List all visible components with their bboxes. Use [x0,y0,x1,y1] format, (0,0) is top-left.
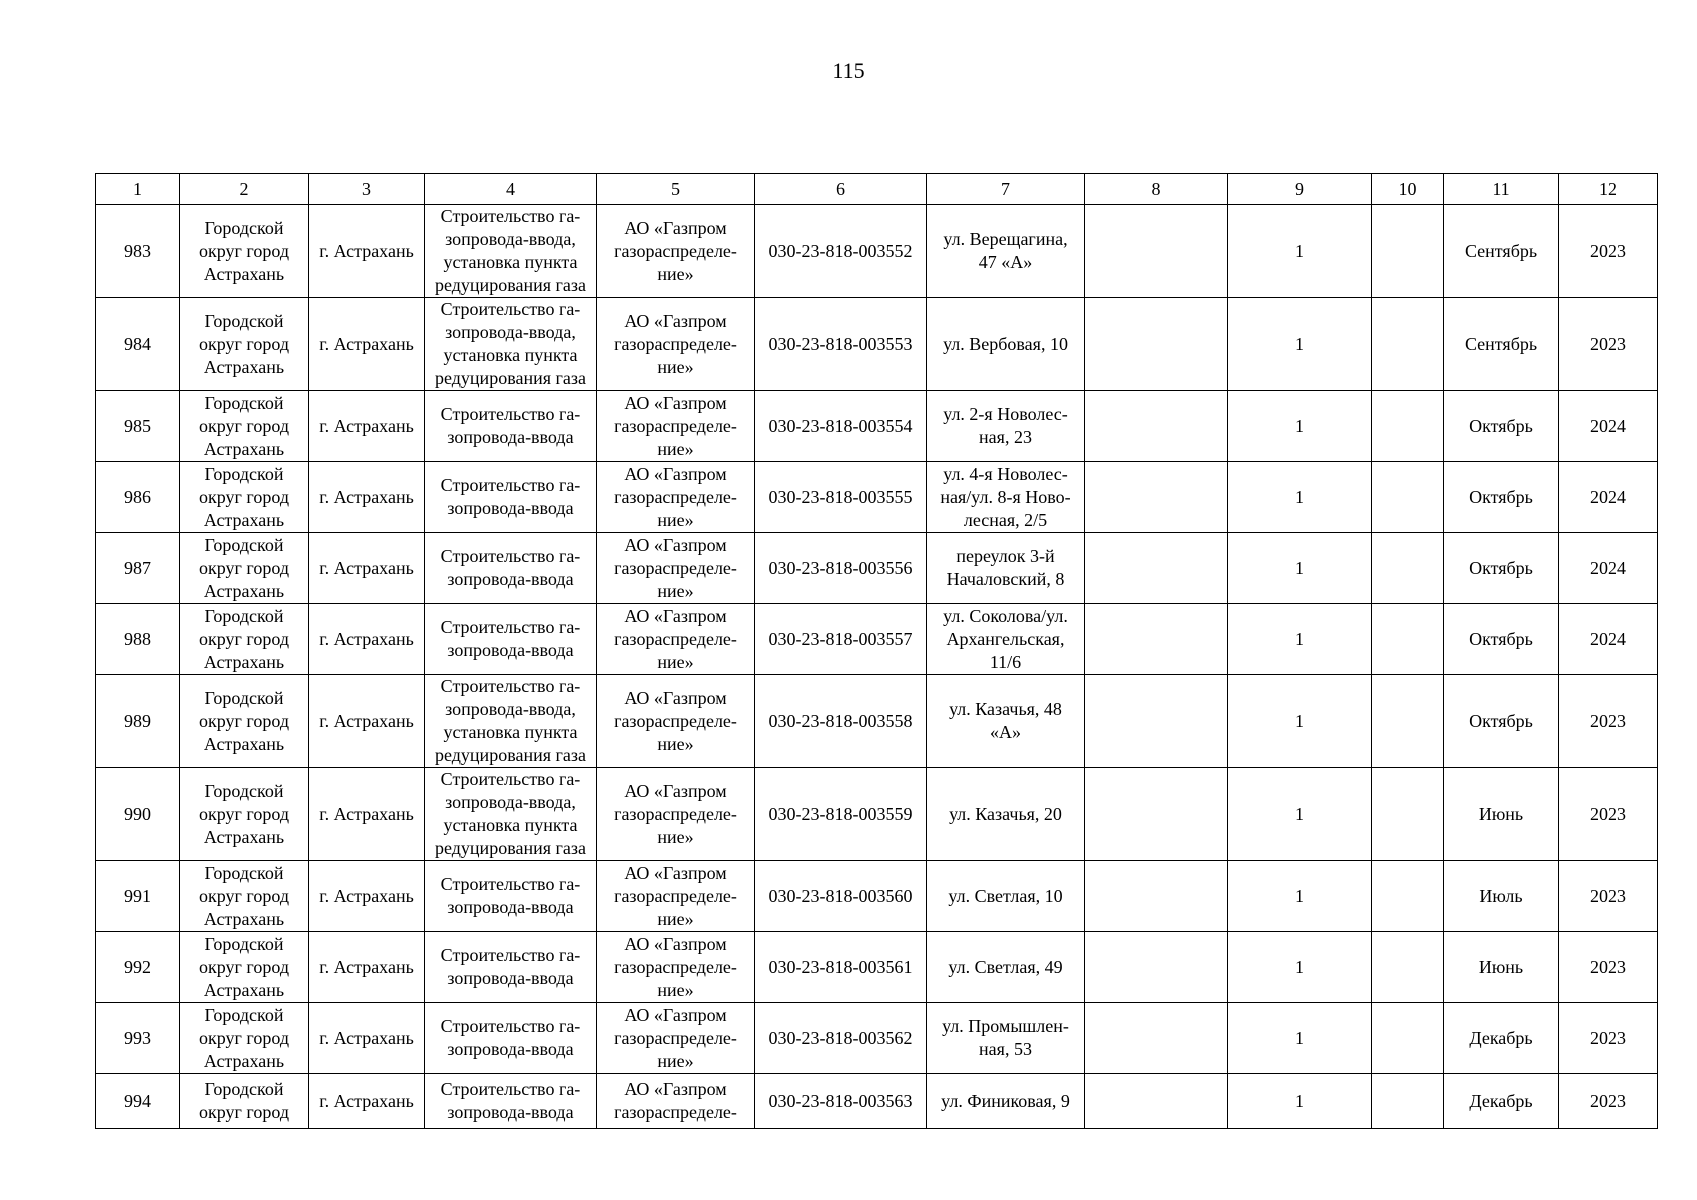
work-type-cell: Строительство га- зопровода-ввода [425,932,597,1003]
table-row [96,768,1658,861]
quantity-cell: 1 [1228,391,1372,462]
column-header: 5 [597,174,755,205]
quantity-cell: 1 [1228,298,1372,391]
row-number-cell: 992 [96,932,180,1003]
table-row [96,1003,1658,1074]
quantity-cell: 1 [1228,861,1372,932]
organization-cell: АО «Газпром газораспределе- ние» [597,462,755,533]
quantity-cell: 1 [1228,768,1372,861]
year-cell: 2024 [1559,604,1658,675]
application-number-cell: 030-23-818-003562 [755,1003,927,1074]
column-header: 11 [1444,174,1559,205]
municipality-cell: Городской округ город Астрахань [180,861,309,932]
work-type-cell: Строительство га- зопровода-ввода [425,1074,597,1129]
municipality-cell: Городской округ город Астрахань [180,1003,309,1074]
municipality-cell: Городской округ город Астрахань [180,768,309,861]
year-cell: 2023 [1559,675,1658,768]
row-number-cell: 993 [96,1003,180,1074]
address-cell: ул. Соколова/ул. Архангельская, 11/6 [927,604,1085,675]
row-number-cell: 990 [96,768,180,861]
column-8-cell [1085,604,1228,675]
column-header: 10 [1372,174,1444,205]
month-cell: Июнь [1444,768,1559,861]
application-number-cell: 030-23-818-003559 [755,768,927,861]
municipality-cell: Городской округ город Астрахань [180,298,309,391]
month-cell: Октябрь [1444,533,1559,604]
address-cell: ул. Казачья, 20 [927,768,1085,861]
organization-cell: АО «Газпром газораспределе- ние» [597,391,755,462]
organization-cell: АО «Газпром газораспределе- ние» [597,604,755,675]
settlement-cell: г. Астрахань [309,675,425,768]
column-8-cell [1085,1074,1228,1129]
table-row [96,298,1658,391]
application-number-cell: 030-23-818-003552 [755,205,927,298]
month-cell: Октябрь [1444,604,1559,675]
work-type-cell: Строительство га- зопровода-ввода [425,604,597,675]
application-number-cell: 030-23-818-003553 [755,298,927,391]
column-header: 1 [96,174,180,205]
address-cell: ул. Промышлен- ная, 53 [927,1003,1085,1074]
quantity-cell: 1 [1228,675,1372,768]
table-row [96,861,1658,932]
year-cell: 2023 [1559,768,1658,861]
municipality-cell: Городской округ город Астрахань [180,391,309,462]
column-8-cell [1085,205,1228,298]
quantity-cell: 1 [1228,462,1372,533]
application-number-cell: 030-23-818-003558 [755,675,927,768]
month-cell: Октябрь [1444,391,1559,462]
settlement-cell: г. Астрахань [309,462,425,533]
month-cell: Декабрь [1444,1003,1559,1074]
settlement-cell: г. Астрахань [309,1074,425,1129]
quantity-cell: 1 [1228,1074,1372,1129]
column-10-cell [1372,391,1444,462]
column-10-cell [1372,604,1444,675]
row-number-cell: 987 [96,533,180,604]
month-cell: Сентябрь [1444,205,1559,298]
application-number-cell: 030-23-818-003560 [755,861,927,932]
settlement-cell: г. Астрахань [309,932,425,1003]
address-cell: ул. Верещагина, 47 «А» [927,205,1085,298]
table-row [96,533,1658,604]
work-type-cell: Строительство га- зопровода-ввода, установка пункта редуцирования газа [425,675,597,768]
table-row [96,932,1658,1003]
settlement-cell: г. Астрахань [309,298,425,391]
application-number-cell: 030-23-818-003556 [755,533,927,604]
quantity-cell: 1 [1228,932,1372,1003]
column-10-cell [1372,932,1444,1003]
address-cell: ул. Вербовая, 10 [927,298,1085,391]
organization-cell: АО «Газпром газораспределе- [597,1074,755,1129]
column-header: 4 [425,174,597,205]
month-cell: Октябрь [1444,462,1559,533]
column-8-cell [1085,675,1228,768]
column-8-cell [1085,861,1228,932]
application-number-cell: 030-23-818-003555 [755,462,927,533]
row-number-cell: 984 [96,298,180,391]
column-8-cell [1085,768,1228,861]
address-cell: ул. Светлая, 49 [927,932,1085,1003]
settlement-cell: г. Астрахань [309,533,425,604]
column-header: 9 [1228,174,1372,205]
application-number-cell: 030-23-818-003563 [755,1074,927,1129]
settlement-cell: г. Астрахань [309,205,425,298]
column-header: 2 [180,174,309,205]
year-cell: 2023 [1559,1003,1658,1074]
year-cell: 2023 [1559,1074,1658,1129]
quantity-cell: 1 [1228,1003,1372,1074]
quantity-cell: 1 [1228,604,1372,675]
row-number-cell: 991 [96,861,180,932]
organization-cell: АО «Газпром газораспределе- ние» [597,932,755,1003]
table-row [96,604,1658,675]
quantity-cell: 1 [1228,205,1372,298]
column-8-cell [1085,1003,1228,1074]
table-row [96,462,1658,533]
quantity-cell: 1 [1228,533,1372,604]
column-10-cell [1372,533,1444,604]
year-cell: 2024 [1559,533,1658,604]
column-10-cell [1372,675,1444,768]
row-number-cell: 985 [96,391,180,462]
year-cell: 2024 [1559,462,1658,533]
row-number-cell: 988 [96,604,180,675]
column-8-cell [1085,391,1228,462]
organization-cell: АО «Газпром газораспределе- ние» [597,768,755,861]
settlement-cell: г. Астрахань [309,861,425,932]
month-cell: Октябрь [1444,675,1559,768]
row-number-cell: 989 [96,675,180,768]
organization-cell: АО «Газпром газораспределе- ние» [597,861,755,932]
month-cell: Июль [1444,861,1559,932]
year-cell: 2023 [1559,932,1658,1003]
municipality-cell: Городской округ город Астрахань [180,205,309,298]
application-number-cell: 030-23-818-003557 [755,604,927,675]
column-header: 12 [1559,174,1658,205]
column-10-cell [1372,205,1444,298]
municipality-cell: Городской округ город Астрахань [180,462,309,533]
row-number-cell: 986 [96,462,180,533]
table-row [96,205,1658,298]
organization-cell: АО «Газпром газораспределе- ние» [597,298,755,391]
column-8-cell [1085,533,1228,604]
address-cell: ул. 2-я Новолес- ная, 23 [927,391,1085,462]
column-8-cell [1085,462,1228,533]
settlement-cell: г. Астрахань [309,768,425,861]
page-number: 115 [832,58,865,83]
settlement-cell: г. Астрахань [309,391,425,462]
municipality-cell: Городской округ город Астрахань [180,675,309,768]
work-type-cell: Строительство га- зопровода-ввода, установка пункта редуцирования газа [425,205,597,298]
work-type-cell: Строительство га- зопровода-ввода [425,1003,597,1074]
column-header: 8 [1085,174,1228,205]
column-header: 3 [309,174,425,205]
address-cell: ул. Финиковая, 9 [927,1074,1085,1129]
table-row [96,675,1658,768]
organization-cell: АО «Газпром газораспределе- ние» [597,675,755,768]
column-header: 7 [927,174,1085,205]
month-cell: Декабрь [1444,1074,1559,1129]
application-number-cell: 030-23-818-003561 [755,932,927,1003]
header-row [96,174,1658,205]
column-10-cell [1372,1003,1444,1074]
municipality-cell: Городской округ город [180,1074,309,1129]
address-cell: ул. 4-я Новолес- ная/ул. 8-я Ново- лесная, 2/5 [927,462,1085,533]
year-cell: 2023 [1559,861,1658,932]
organization-cell: АО «Газпром газораспределе- ние» [597,205,755,298]
column-10-cell [1372,462,1444,533]
address-cell: ул. Светлая, 10 [927,861,1085,932]
column-10-cell [1372,861,1444,932]
table-row [96,1074,1658,1129]
address-cell: ул. Казачья, 48 «А» [927,675,1085,768]
row-number-cell: 983 [96,205,180,298]
column-8-cell [1085,298,1228,391]
table-row [96,391,1658,462]
register-table [95,173,1658,1129]
work-type-cell: Строительство га- зопровода-ввода [425,391,597,462]
column-10-cell [1372,768,1444,861]
month-cell: Сентябрь [1444,298,1559,391]
year-cell: 2023 [1559,298,1658,391]
table-body [96,205,1658,1129]
municipality-cell: Городской округ город Астрахань [180,604,309,675]
column-8-cell [1085,932,1228,1003]
column-10-cell [1372,298,1444,391]
column-header: 6 [755,174,927,205]
settlement-cell: г. Астрахань [309,604,425,675]
work-type-cell: Строительство га- зопровода-ввода [425,533,597,604]
work-type-cell: Строительство га- зопровода-ввода, установка пункта редуцирования газа [425,298,597,391]
work-type-cell: Строительство га- зопровода-ввода, установка пункта редуцирования газа [425,768,597,861]
application-number-cell: 030-23-818-003554 [755,391,927,462]
row-number-cell: 994 [96,1074,180,1129]
month-cell: Июнь [1444,932,1559,1003]
work-type-cell: Строительство га- зопровода-ввода [425,861,597,932]
municipality-cell: Городской округ город Астрахань [180,533,309,604]
organization-cell: АО «Газпром газораспределе- ние» [597,1003,755,1074]
work-type-cell: Строительство га- зопровода-ввода [425,462,597,533]
municipality-cell: Городской округ город Астрахань [180,932,309,1003]
settlement-cell: г. Астрахань [309,1003,425,1074]
column-10-cell [1372,1074,1444,1129]
year-cell: 2024 [1559,391,1658,462]
address-cell: переулок 3-й Началовский, 8 [927,533,1085,604]
year-cell: 2023 [1559,205,1658,298]
organization-cell: АО «Газпром газораспределе- ние» [597,533,755,604]
